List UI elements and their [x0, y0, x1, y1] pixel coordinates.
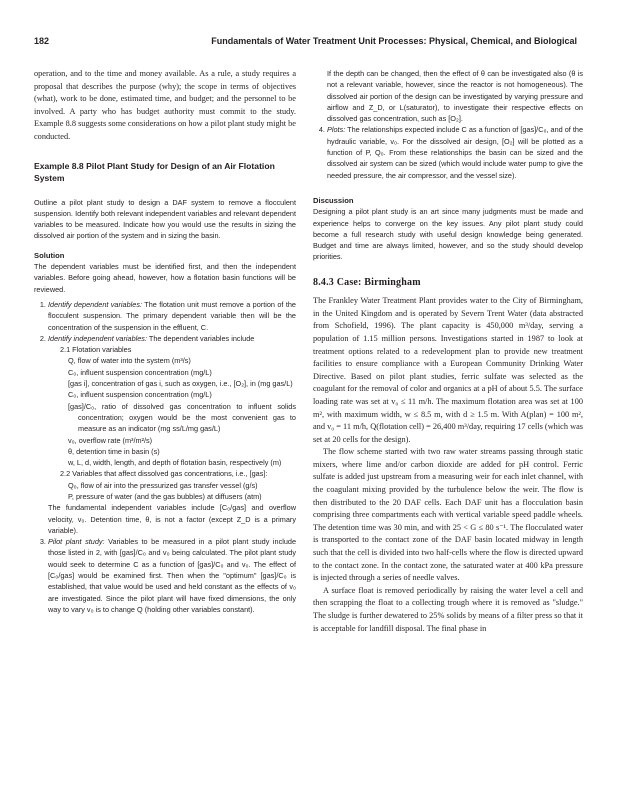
variable-item: [gas]/C₀, ratio of dissolved gas concentration to influent solids concentration; oxygen would be the most convenient gas to measure as an indicator (mg ss/L/mg gas/L): [68, 401, 296, 434]
step-3-lead: Pilot plant study:: [48, 537, 105, 547]
subsection-2-2: 2.2 Variables that affect dissolved gas concentrations, i.e., [gas]:: [60, 469, 268, 479]
birmingham-paragraph-2: The flow scheme started with two raw water streams passing through static mixers, where lime and/or carbon dioxide are added for pH control. Ferric sulfate is added just upstream from a measuring weir for each inlet channel, with the coagulant mixing provided by the turbulence below the weir. The flow is then distributed to the 20 DAF cells. Each DAF unit has a flocculation basin comprising three compartments each with vertical variable speed paddle wheels. The detention time was 30 min, and with 25 < G ≤ 80 s⁻¹. The flocculated water is transported to the contact zone of the DAF basin located midway in length such that the cell is divided into two half-cells where the flow is directed upward to the contact zone. In the contact zone, the saturated water at 400 kPa pressure is injected through a series of needle valves.: [313, 447, 583, 583]
step-1-lead: Identify dependent variables:: [48, 299, 143, 309]
intro-paragraph: operation, and to the time and money available. As a rule, a study requires a proposal that describes the purpose (why); the scope in terms of objectives (what), work to be done, estimated time, and budget; and the personnel to be involved. A party who has budget authority must commit to the study. Example 8.8 suggests some considerations on how a pilot plant study might be conducted.: [34, 69, 296, 141]
variable-item: θ, detention time in basin (s): [68, 446, 160, 456]
solution-intro: The dependent variables must be identified first, and then the independent variables. Before going ahead, however, how a flotation basin functions will be reviewed.: [34, 262, 296, 294]
section-body: [313, 295, 583, 635]
variable-item: P, pressure of water (and the gas bubbles) at diffusers (atm): [68, 491, 262, 501]
example-continued: [313, 68, 583, 263]
variable-item: Q₀, flow of air into the pressurized gas transfer vessel (g/s): [68, 480, 258, 490]
step-4-lead: Plots:: [327, 125, 346, 135]
step-3-text: Variables to be measured in a pilot plant study include those listed in 2, with [gas]/C₀ and v₀ being calculated. The pilot plant study would seek to determine C as a function of [gas]/C₀ and v₀. The effect of [C₀/gas] would be examined first. Then when the "optimum" [gas]/C₀ is established, that value would be used and held constant as the effects of v₀ are investigated. Since the pilot plant will have fixed dimensions, the only way to vary v₀ is to change Q (holding other variables constant).: [48, 537, 297, 614]
discussion-heading: Discussion: [313, 195, 354, 205]
running-title: Fundamentals of Water Treatment Unit Processes: Physical, Chemical, and Biological: [211, 36, 577, 46]
discussion-text: Designing a pilot plant study is an art since many judgments must be made and experience helps to converge on the key issues. Any pilot plant study could become a full research study with useful design knowledge being generated. Budget and time are always limited, however, and so the study should develop priorities.: [313, 207, 583, 262]
variable-item: C₀, influent suspension concentration (mg/L): [68, 367, 212, 377]
step-4-text: The relationships expected include C as a function of [gas]/C₀, and of the hydraulic variable, v₀. For the dissolved air design, [O₂] will be plotted as a function of P, Q₀. From these relationships the basin can be sized and the dissolved air system can be sized (which would include water pump to give the needed pressure, the air compressor, and the vessel size).: [327, 125, 584, 180]
variable-item: w, L, d, width, length, and depth of flotation basin, respectively (m): [68, 458, 282, 468]
example-title: Example 8.8 Pilot Plant Study for Design of an Air Flotation System: [34, 160, 275, 183]
step-3: [48, 536, 296, 615]
birmingham-paragraph-1: The Frankley Water Treatment Plant provides water to the City of Birmingham, in the United Kingdom and is operated by Severn Trent Water (data abstracted from Schofield, 1996). The plant capacity is 450,000 m³/day, serving a population of 1.15 million persons. Investigations started in 1987 to look at treatment options related to a redevelopment plan to provide new treatment facilities to ensure compliance with a European Community Drinking Water Directive. Based on pilot plant studies, ferric sulfate was selected as the coagulant for the removal of color and organics at a pH of about 5.5. The surface loading rate was set at v₀ ≤ 11 m/h. The maximum flotation area was set at 100 m², with maximum width, w ≤ 8.5 m, with d ≥ 1.5 m. With A(plan) = 100 m², and v₀ = 11 m/h, Q(flotation cell) = 26,400 m³/day, requiring 17 cells (which was set at 20 cells for the design).: [313, 296, 583, 444]
variable-item: [gas i], concentration of gas i, such as oxygen, i.e., [O₂], in (mg gas/L): [68, 379, 293, 389]
variable-item: Q, flow of water into the system (m³/s): [68, 356, 191, 366]
subsection-2-1: 2.1 Flotation variables: [60, 345, 132, 355]
variable-item: v₀, overflow rate (m³/m²/s): [68, 435, 153, 445]
left-column: [34, 68, 296, 615]
step-1-text: The flotation unit must remove a portion of the flocculent suspension. The primary dependent variable then will be the concentration of the suspension in the effluent, C.: [48, 299, 296, 332]
step-1: [48, 299, 296, 333]
page-number: 182: [34, 36, 50, 46]
step-2: [48, 333, 296, 536]
solution-steps-continued: [313, 124, 583, 180]
solution-heading: Solution: [34, 250, 65, 260]
birmingham-paragraph-3: A surface float is removed periodically by raising the water level a cell and then scrapping the float to a collecting trough where it is removed as "sludge." The sludge is further dewatered to 25% solids by means of a filter press so that it is acceptable for landfill disposal. The final phase in: [313, 585, 583, 633]
fundamental-variables: The fundamental independent variables include [C₀/gas] and overflow velocity, v₀. Detention time, θ, is not a factor (except Z_D is a primary variable).: [48, 503, 296, 535]
example-body: [34, 197, 296, 616]
problem-statement: Outline a pilot plant study to design a DAF system to remove a flocculent suspension. Identify both relevant independent variables and relevant dependent variables to be measured. Indicate how you would use the results in sizing the dissolved air portion of the system and in sizing the basin.: [34, 197, 296, 241]
step-2-text: The dependent variables include: [146, 333, 255, 343]
step-4: [327, 124, 583, 180]
right-column: [313, 68, 583, 635]
section-heading: 8.4.3 Case: Birmingham: [313, 276, 421, 288]
step-3-continued: If the depth can be changed, then the effect of θ can be investigated also (θ is not a relevant variable, however, since the reactor is not homogeneous). The dissolved air portion of the design can be investigated by varying pressure and airflow and Z_D, or L(saturator), to investigate their respective effects on dissolved gas concentration, such as [O₂].: [327, 69, 583, 124]
variable-item: C₀, influent suspension concentration (mg/L): [68, 390, 212, 400]
solution-steps: [34, 299, 296, 615]
step-2-lead: Identify independent variables:: [48, 333, 147, 343]
